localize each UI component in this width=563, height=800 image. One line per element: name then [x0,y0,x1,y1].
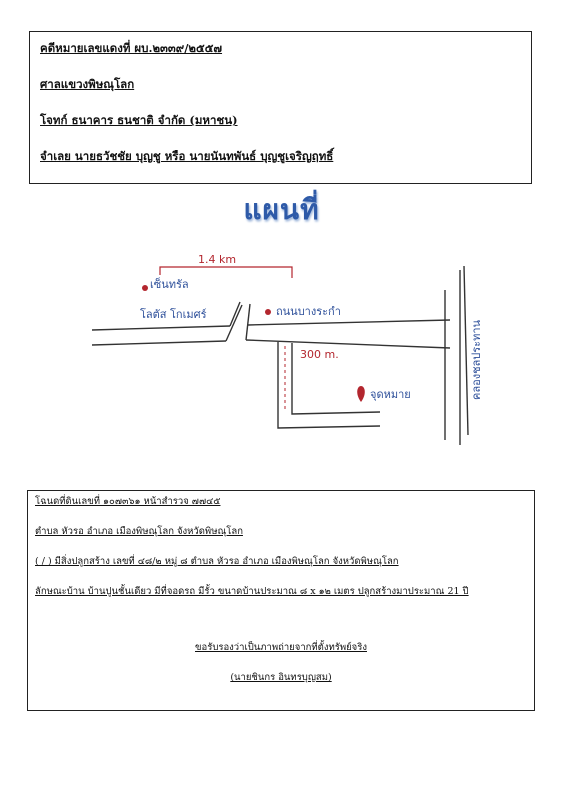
pin-icon [265,309,271,315]
distance-label: 1.4 km [198,253,237,266]
target-label: จุดหมาย [370,388,411,401]
landmark-top-left: เซ็นทรัล [150,278,189,291]
distance-bracket [160,267,292,278]
main-road [92,320,450,348]
distance-300: 300 m. [300,348,339,361]
deed-line: โฉนดที่ดินเลขที่ ๑๐๗๓๖๑ หน้าสำรวจ ๗๗๔๕ [35,496,221,507]
location-line: ตำบล หัวรอ อำเภอ เมืองพิษณุโลก จังหวัดพิษณุโลก [35,526,243,537]
right-road [445,266,468,445]
property-info-box [27,490,535,711]
map-title: แผนที่ [243,193,320,226]
hand-drawn-map [0,230,563,470]
signer-name: (นายชินกร อินทรบุญสม) [230,672,332,683]
case-header-box [29,31,532,184]
plaintiff: โจทก์ ธนาคาร ธนชาติ จำกัด (มหาชน) [40,113,238,127]
description-line: ลักษณะบ้าน บ้านปูนชั้นเดียว มีที่จอดรถ มีรั้ว ขนาดบ้านประมาณ ๘ x ๑๒ เมตร ปลูกสร้างมาประมาณ 21 ปี [35,586,469,597]
branch-road [226,302,250,341]
case-number: คดีหมายเลขแดงที่ ผบ.๒๓๓๙/๒๕๕๗ [40,41,223,55]
landmark-left: โลตัส โกเมศร์ [140,308,207,321]
building-line: ( / ) มีสิ่งปลูกสร้าง เลขที่ ๔๘/๒ หมู่ ๘ ตำบล หัวรอ อำเภอ เมืองพิษณุโลก จังหวัดพิษณุโลก [35,556,399,567]
defendant: จำเลย นายธวัชชัย บุญชู หรือ นายนันทพันธ์ บุญชูเจริญฤทธิ์ [40,149,334,163]
location-pin-icon [357,386,365,402]
court-name: ศาลแขวงพิษณุโลก [40,77,135,91]
landmark-center: ถนนบางระกำ [276,305,341,318]
certify-line: ขอรับรองว่าเป็นภาพถ่ายจากที่ตั้งทรัพย์จริง [195,642,367,653]
road-right-label: คลองชลประทาน [470,319,483,400]
pin-icon [142,285,148,291]
